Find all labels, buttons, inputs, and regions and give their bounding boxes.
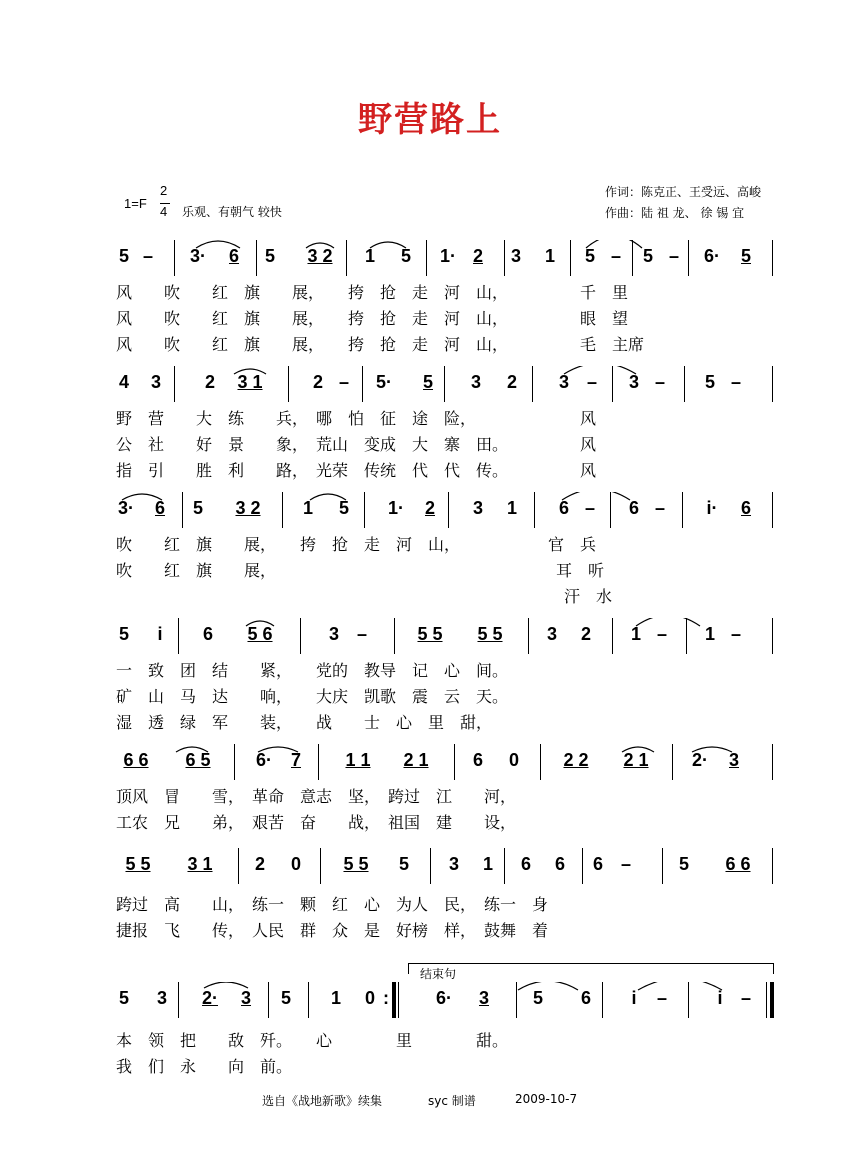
note-token: 1: [302, 498, 314, 518]
note-token: 6: [554, 854, 566, 874]
note-token: –: [356, 624, 368, 644]
note-token: –: [654, 498, 666, 518]
bar-line: [612, 618, 613, 654]
note-token: 5 5: [477, 624, 503, 644]
lyric-line: 汗 水: [116, 587, 613, 606]
bar-line: [672, 744, 673, 780]
note-token: 0: [290, 854, 302, 874]
notation-line: [108, 240, 774, 280]
note-token: 7: [290, 750, 302, 770]
note-token: 5 5: [343, 854, 369, 874]
bar-line: [268, 982, 269, 1018]
note-token: 6: [202, 624, 214, 644]
bar-line: [632, 240, 633, 276]
bar-line: [444, 366, 445, 402]
note-token: 1: [482, 854, 494, 874]
note-token: 3 2: [307, 246, 333, 266]
footer-source: 选自《战地新歌》续集: [262, 1094, 383, 1108]
note-token: 1: [630, 624, 642, 644]
notation-line: [108, 848, 774, 888]
note-token: 5: [400, 246, 412, 266]
note-token: 2·: [691, 750, 709, 770]
note-token: 5: [398, 854, 410, 874]
bar-line: [454, 744, 455, 780]
bar-line: [288, 366, 289, 402]
note-token: 2: [580, 624, 592, 644]
note-token: 6·: [703, 246, 721, 266]
ending-label: 结束句: [420, 967, 457, 981]
bar-line: [392, 982, 396, 1018]
note-token: 2 1: [623, 750, 649, 770]
note-token: –: [668, 246, 680, 266]
bar-line: [686, 618, 687, 654]
note-token: 5 5: [125, 854, 151, 874]
note-token: –: [586, 372, 598, 392]
note-token: 5: [118, 246, 130, 266]
note-token: 3: [546, 624, 558, 644]
note-token: 1: [364, 246, 376, 266]
note-token: 5: [264, 246, 276, 266]
note-token: 3: [328, 624, 340, 644]
note-token: 5: [192, 498, 204, 518]
note-token: 5: [584, 246, 596, 266]
bar-line: [300, 618, 301, 654]
lyric-line: 我 们 永 向 前。: [116, 1057, 293, 1076]
note-token: i·: [706, 498, 718, 518]
lyric-line: 野 营 大 练 兵， 哪 怕 征 途 险， 风: [116, 409, 597, 428]
bar-line: [504, 848, 505, 884]
note-token: 5: [280, 988, 292, 1008]
note-token: 4: [118, 372, 130, 392]
bar-line: [182, 492, 183, 528]
note-token: 2 1: [403, 750, 429, 770]
bar-line: [534, 492, 535, 528]
note-token: 1: [330, 988, 342, 1008]
bar-line: [516, 982, 517, 1018]
note-token: 6: [558, 498, 570, 518]
lyric-line: 矿 山 马 达 响， 大庆 凯歌 震 云 天。: [116, 687, 509, 706]
bar-line: [178, 618, 179, 654]
bar-line: [318, 744, 319, 780]
bar-line: [612, 366, 613, 402]
note-token: 3·: [117, 498, 135, 518]
bar-line: [308, 982, 309, 1018]
bar-line: [362, 366, 363, 402]
lyric-line: 公 社 好 景 象， 荒山 变成 大 寨 田。 风: [116, 435, 597, 454]
bar-line: [234, 744, 235, 780]
note-token: 3: [628, 372, 640, 392]
note-token: 3: [472, 498, 484, 518]
bar-line: [174, 366, 175, 402]
note-token: –: [620, 854, 632, 874]
bar-line: [178, 982, 179, 1018]
note-token: 6: [472, 750, 484, 770]
bar-line: [320, 848, 321, 884]
bar-line: [364, 492, 365, 528]
bar-line: [398, 982, 399, 1018]
note-token: 5: [118, 624, 130, 644]
note-token: 5: [118, 988, 130, 1008]
bar-line: [772, 240, 773, 276]
page-title: 野营路上: [358, 100, 502, 140]
bar-line: [394, 618, 395, 654]
note-token: 1·: [439, 246, 457, 266]
notation-line: [108, 366, 774, 406]
note-token: 3: [478, 988, 490, 1008]
lyricist-credit: 作词：陈克正、王受远、高峻: [605, 185, 762, 199]
lyric-line: 一 致 团 结 紧， 党的 教导 记 心 间。: [116, 661, 509, 680]
note-token: 6: [228, 246, 240, 266]
note-token: 6 5: [185, 750, 211, 770]
bar-line: [570, 240, 571, 276]
note-token: 6: [520, 854, 532, 874]
note-token: 6: [592, 854, 604, 874]
note-token: i: [631, 988, 637, 1008]
ending-bracket: [408, 963, 774, 974]
note-token: :: [383, 988, 389, 1008]
note-token: 1 1: [345, 750, 371, 770]
notation-line: [108, 744, 774, 784]
note-token: 3: [510, 246, 522, 266]
note-token: 3: [728, 750, 740, 770]
note-token: –: [610, 246, 622, 266]
note-token: –: [584, 498, 596, 518]
note-token: 3: [448, 854, 460, 874]
notation-line: [108, 492, 774, 532]
note-token: 1: [704, 624, 716, 644]
note-token: –: [740, 988, 752, 1008]
note-token: 5: [704, 372, 716, 392]
bar-line: [772, 848, 773, 884]
note-token: –: [730, 372, 742, 392]
lyric-line: 指 引 胜 利 路， 光荣 传统 代 代 传。 风: [116, 461, 597, 480]
lyric-line: 吹 红 旗 展， 耳 听: [116, 561, 605, 580]
note-token: 2 2: [563, 750, 589, 770]
bar-line: [772, 618, 773, 654]
lyric-line: 吹 红 旗 展， 挎 抢 走 河 山， 官 兵: [116, 535, 597, 554]
note-token: 6 6: [123, 750, 149, 770]
note-token: 3·: [189, 246, 207, 266]
note-token: 6: [580, 988, 592, 1008]
lyric-line: 湿 透 绿 军 装， 战 士 心 里 甜，: [116, 713, 493, 732]
note-token: 5: [338, 498, 350, 518]
lyric-line: 风 吹 红 旗 展， 挎 抢 走 河 山， 毛 主席: [116, 335, 645, 354]
bar-line: [772, 366, 773, 402]
note-token: 6: [628, 498, 640, 518]
time-signature-top: 2: [160, 183, 168, 198]
note-token: 2·: [201, 988, 219, 1008]
note-token: i: [157, 624, 163, 644]
lyric-line: 风 吹 红 旗 展， 挎 抢 走 河 山， 千 里: [116, 283, 629, 302]
bar-line: [532, 366, 533, 402]
note-token: 5: [532, 988, 544, 1008]
notation-line: [108, 618, 774, 658]
note-token: 6·: [255, 750, 273, 770]
lyric-line: 顶风 冒 雪， 革命 意志 坚， 跨过 江 河，: [116, 787, 517, 806]
bar-line: [426, 240, 427, 276]
bar-line: [256, 240, 257, 276]
lyric-line: 跨过 高 山， 练一 颗 红 心 为人 民， 练一 身: [116, 895, 549, 914]
note-token: 3 2: [235, 498, 261, 518]
bar-line: [238, 848, 239, 884]
note-token: 3 1: [237, 372, 263, 392]
bar-line: [682, 492, 683, 528]
footer-maker: syc 制谱: [428, 1094, 476, 1108]
note-token: 3: [240, 988, 252, 1008]
note-token: 1: [506, 498, 518, 518]
note-token: 0: [508, 750, 520, 770]
note-token: 1·: [387, 498, 405, 518]
note-token: 1: [544, 246, 556, 266]
note-token: 2: [472, 246, 484, 266]
bar-line: [766, 982, 767, 1018]
bar-line: [430, 848, 431, 884]
bar-line: [602, 982, 603, 1018]
note-token: –: [142, 246, 154, 266]
bar-line: [688, 982, 689, 1018]
bar-line: [772, 744, 773, 780]
note-token: 3: [156, 988, 168, 1008]
bar-line: [540, 744, 541, 780]
note-token: –: [656, 988, 668, 1008]
note-token: 5 5: [417, 624, 443, 644]
bar-line: [772, 492, 773, 528]
bar-line: [770, 982, 774, 1018]
lyric-line: 捷报 飞 传， 人民 群 众 是 好榜 样， 鼓舞 着: [116, 921, 549, 940]
slurs: [108, 492, 774, 532]
footer-date: 2009-10-7: [515, 1092, 578, 1106]
bar-line: [448, 492, 449, 528]
note-token: 5: [422, 372, 434, 392]
lyric-line: 风 吹 红 旗 展， 挎 抢 走 河 山， 眼 望: [116, 309, 629, 328]
key-signature: 1=F: [124, 196, 147, 211]
note-token: 6: [154, 498, 166, 518]
note-token: 3: [470, 372, 482, 392]
bar-line: [688, 240, 689, 276]
note-token: 5: [740, 246, 752, 266]
tempo-marking: 乐观、有朝气 较快: [182, 205, 282, 219]
note-token: 5·: [375, 372, 393, 392]
time-signature-bottom: 4: [160, 204, 168, 219]
bar-line: [662, 848, 663, 884]
composer-credit: 作曲：陆 祖 龙、 徐 锡 宜: [605, 206, 745, 220]
note-token: 6 6: [725, 854, 751, 874]
note-token: –: [730, 624, 742, 644]
bar-line: [504, 240, 505, 276]
note-token: i: [717, 988, 723, 1008]
note-token: 3 1: [187, 854, 213, 874]
note-token: 3: [150, 372, 162, 392]
note-token: –: [656, 624, 668, 644]
bar-line: [174, 240, 175, 276]
note-token: 2: [204, 372, 216, 392]
note-token: 2: [312, 372, 324, 392]
note-token: 5 6: [247, 624, 273, 644]
note-token: 2: [254, 854, 266, 874]
note-token: –: [338, 372, 350, 392]
note-token: 6: [740, 498, 752, 518]
bar-line: [610, 492, 611, 528]
note-token: 0: [364, 988, 376, 1008]
bar-line: [528, 618, 529, 654]
note-token: 5: [678, 854, 690, 874]
lyric-line: 本 领 把 敌 歼。 心 里 甜。: [116, 1031, 509, 1050]
note-token: 5: [642, 246, 654, 266]
note-token: –: [654, 372, 666, 392]
bar-line: [346, 240, 347, 276]
bar-line: [582, 848, 583, 884]
note-token: 3: [558, 372, 570, 392]
lyric-line: 工农 兄 弟， 艰苦 奋 战， 祖国 建 设，: [116, 813, 517, 832]
bar-line: [282, 492, 283, 528]
note-token: 2: [506, 372, 518, 392]
note-token: 6·: [435, 988, 453, 1008]
note-token: 2: [424, 498, 436, 518]
bar-line: [684, 366, 685, 402]
notation-line: [108, 982, 774, 1022]
